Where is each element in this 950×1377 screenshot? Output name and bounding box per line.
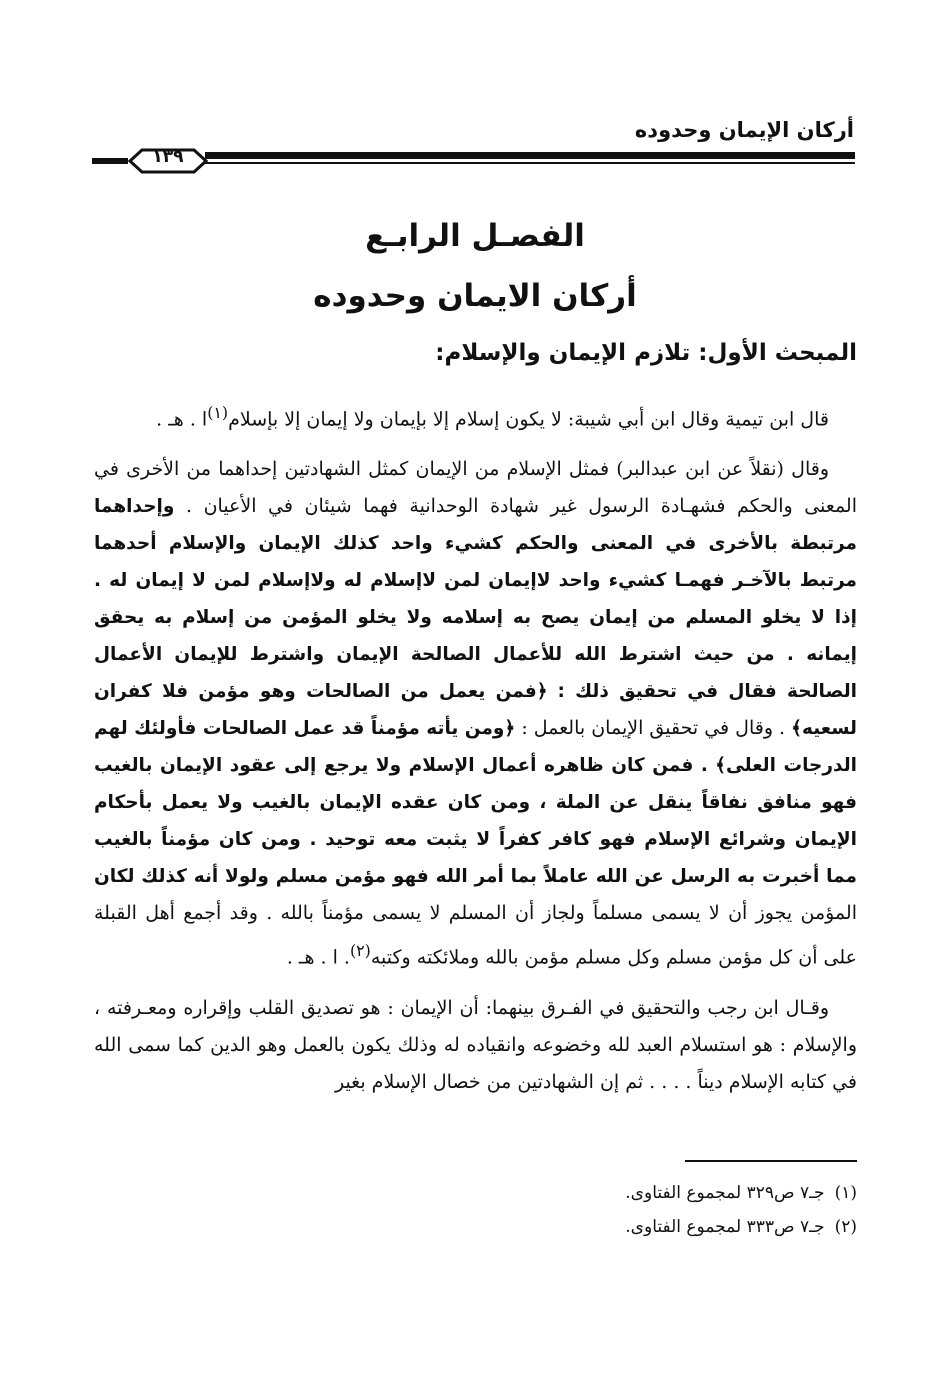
quran-quote-2: ﴿ومن يأته مؤمناً قد عمل الصالحات فأولئك لهم الدرجات العلى﴾ [94, 718, 858, 777]
footnotes [625, 1176, 857, 1244]
footnote-2: (٢)جـ٧ ص٣٣٣ لمجموع الفتاوى. [625, 1217, 857, 1237]
header-rule-end [92, 158, 128, 164]
paragraph-1: قال ابن تيمية وقال ابن أبي شيبة: لا يكون إسلام إلا بإيمان ولا إيمان إلا بإسلام$^{(١)}$ا . هـ . [156, 403, 829, 431]
section-heading: المبحث الأول: تلازم الإيمان والإسلام: [435, 340, 857, 366]
footnote-ref-1: (١) [207, 403, 229, 422]
footnote-1: (١)جـ٧ ص٣٢٩ لمجموع الفتاوى. [625, 1183, 857, 1203]
paragraph-2-mid: . وقال في تحقيق الإيمان بالعمل : [521, 717, 786, 740]
paragraph-2-end: المؤمن يجوز أن لا يسمى مسلماً ولجاز أن المسلم لا يسمى مؤمناً بالله . وقد أجمع أهل القبلة على أن كل مؤمن مسلم وكل مسلم مؤمن بالله وملائكته وكتبه [94, 902, 857, 969]
paragraph-2-bold-a: وإحداهما مرتبطة بالأخرى في المعنى والحكم كشيء واحد كذلك الإيمان والإسلام أحدهما مرتبط بالآخـر فهمـا كشيء واحد لاإيمان لمن لاإسلام له ولاإسلام لمن لا إيمان له . إذا لا يخلو المسلم من إيمان يصح به إسلامه ولا يخلو المؤمن من إسلام به يحقق إيمانه . من حيث اشترط الله للأعمال الصالحة الإيمان واشترط للإيمان الأعمال الصالحة فقال في تحقيق ذلك : [94, 496, 858, 703]
chapter-heading: الفصـل الرابـع [365, 218, 585, 254]
quran-quote-1: ﴿فمن يعمل من الصالحات وهو مؤمن فلا كفران لسعيه﴾ [94, 681, 857, 740]
paragraph-3: وقـال ابن رجب والتحقيق في الفـرق بينهما: أن الإيمان : هو تصديق القلب وإقراره ومعـرفته ، والإسلام : هو استسلام العبد لله وخضوعه وانقياده له وذلك يكون بالعمل وهو الدين كما سمى الله في كتابه الإسلام ديناً . . . . ثم إن الشهادتين من خصال الإسلام بغير [94, 996, 857, 1093]
footnote-ref-2: (٢) [349, 941, 371, 961]
chapter-title: أركان الايمان وحدوده [313, 278, 637, 314]
page-number-badge [128, 146, 208, 176]
running-title: أركان الإيمان وحدوده [634, 118, 854, 142]
body-text [94, 394, 857, 1114]
paragraph-2-bold-b: . فمن كان ظاهره أعمال الإسلام ولا يرجع إلى عقود الإيمان بالغيب فهو منافق نفاقاً ينقل عن الملة ، ومن كان عقده الإيمان بالغيب ولا يعمل بأحكام الإيمان وشرائع الإسلام فهو كافر كفراً لا يثبت معه توحيد . ومن كان مؤمناً بالغيب مما أخبرت به الرسل عن الله عاملاً بما أمر الله فهو مؤمن مسلم ولولا أنه كذلك لكان [94, 755, 857, 888]
header-rule [205, 152, 855, 165]
footnote-separator [685, 1160, 857, 1162]
page-number: ١٣٩ [152, 147, 184, 167]
paragraph-2: وقال (نقلاً عن ابن عبدالبر) فمثل الإسلام من الإيمان كمثل الشهادتين إحداهما من الأخرى في المعنى والحكم فشهـادة الرسول غير شهادة الوحدانية فهما شيئان في الأعيان . وإحداهما مرتبطة بالأخرى في المعنى والحكم كشيء واحد كذلك الإيمان والإسلام أحدهما مرتبط بالآخـر فهمـا كشيء واحد لاإيمان لمن لاإسلام له ولاإسلام لمن لا إيمان له . إذا لا يخلو المسلم من إيمان يصح به إسلامه ولا يخلو المؤمن من إسلام به يحقق إيمانه . من حيث اشترط الله للأعمال الصالحة الإيمان واشترط للإيمان الأعمال الصالحة فقال في تحقيق ذلك : ﴿فمن يعمل من الصالحات وهو مؤمن فلا كفران لسعيه﴾ . وقال في تحقيق الإيمان بالعمل : ﴿ومن يأته مؤمناً قد عمل الصالحات فأولئك لهم الدرجات العلى﴾ . فمن كان ظاهره أعمال الإسلام ولا يرجع إلى عقود الإيمان بالغيب فهو منافق نفاقاً ينقل عن الملة ، ومن كان عقده الإيمان بالغيب ولا يعمل بأحكام الإيمان وشرائع الإسلام فهو كافر كفراً لا يثبت معه توحيد . ومن كان مؤمناً بالغيب مما أخبرت به الرسل عن الله عاملاً بما أمر الله فهو مؤمن مسلم ولولا أنه كذلك لكان المؤمن يجوز أن لا يسمى مسلماً ولجاز أن المسلم لا يسمى مؤمناً بالله . وقد أجمع أهل القبلة على أن كل مؤمن مسلم وكل مسلم مؤمن بالله وملائكته وكتبه$^{(٢)}$. ا . هـ . [94, 458, 858, 969]
